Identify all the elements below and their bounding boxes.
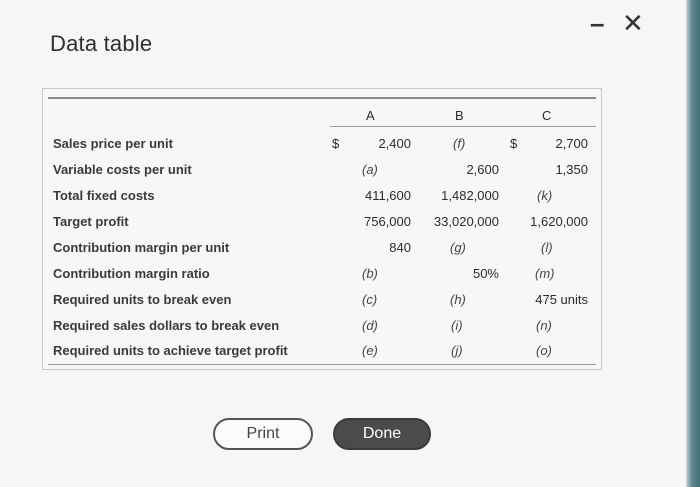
row-label: Required sales dollars to break even	[53, 318, 280, 333]
table-cell: (l)	[541, 240, 553, 255]
table-cell: (n)	[536, 318, 552, 333]
row-label: Required units to break even	[53, 292, 232, 307]
row-label: Required units to achieve target profit	[53, 343, 288, 358]
row-label: Contribution margin ratio	[53, 266, 210, 281]
currency-symbol-c: $	[510, 136, 518, 151]
dialog-title: Data table	[50, 31, 153, 56]
table-cell: 475 units	[535, 292, 588, 307]
table-cell: (j)	[451, 343, 463, 358]
row-label: Target profit	[53, 214, 129, 229]
table-cell: (b)	[362, 266, 378, 281]
table-cell: 1,482,000	[441, 188, 499, 203]
table-cell: 2,700	[555, 136, 588, 151]
column-header-c: C	[542, 108, 552, 123]
table-cell: 756,000	[364, 214, 411, 229]
table-cell: (m)	[535, 266, 555, 281]
window-edge	[686, 0, 700, 487]
column-header-b: B	[455, 108, 464, 123]
header-rule	[330, 126, 596, 127]
print-button[interactable]: Print	[213, 418, 313, 450]
table-cell: 33,020,000	[433, 214, 499, 229]
table-cell: 840	[389, 240, 411, 255]
done-button[interactable]: Done	[333, 418, 431, 450]
table-cell: 1,350	[555, 162, 588, 177]
table-cell: (a)	[362, 162, 378, 177]
table-cell: (h)	[450, 292, 466, 307]
column-header-a: A	[366, 108, 375, 123]
row-label: Contribution margin per unit	[53, 240, 230, 255]
table-cell: 50%	[472, 266, 499, 281]
row-label: Total fixed costs	[53, 188, 155, 203]
table-cell: (o)	[536, 343, 552, 358]
table-cell: (c)	[362, 292, 378, 307]
minus-icon[interactable]: –	[590, 8, 605, 38]
table-cell: (g)	[450, 240, 466, 255]
table-cell: (k)	[537, 188, 553, 203]
table-bottom-rule	[48, 364, 596, 365]
row-label: Sales price per unit	[53, 136, 173, 151]
table-top-rule	[48, 97, 596, 99]
table-cell: (f)	[453, 136, 466, 151]
row-label: Variable costs per unit	[53, 162, 192, 177]
table-cell: 2,600	[466, 162, 499, 177]
table-cell: 2,400	[378, 136, 411, 151]
table-cell: (e)	[362, 343, 378, 358]
table-cell: (d)	[362, 318, 378, 333]
table-cell: 1,620,000	[530, 214, 588, 229]
table-cell: 411,600	[364, 188, 411, 203]
table-cell: (i)	[451, 318, 463, 333]
close-icon[interactable]: ✕	[622, 8, 644, 38]
currency-symbol-a: $	[332, 136, 340, 151]
